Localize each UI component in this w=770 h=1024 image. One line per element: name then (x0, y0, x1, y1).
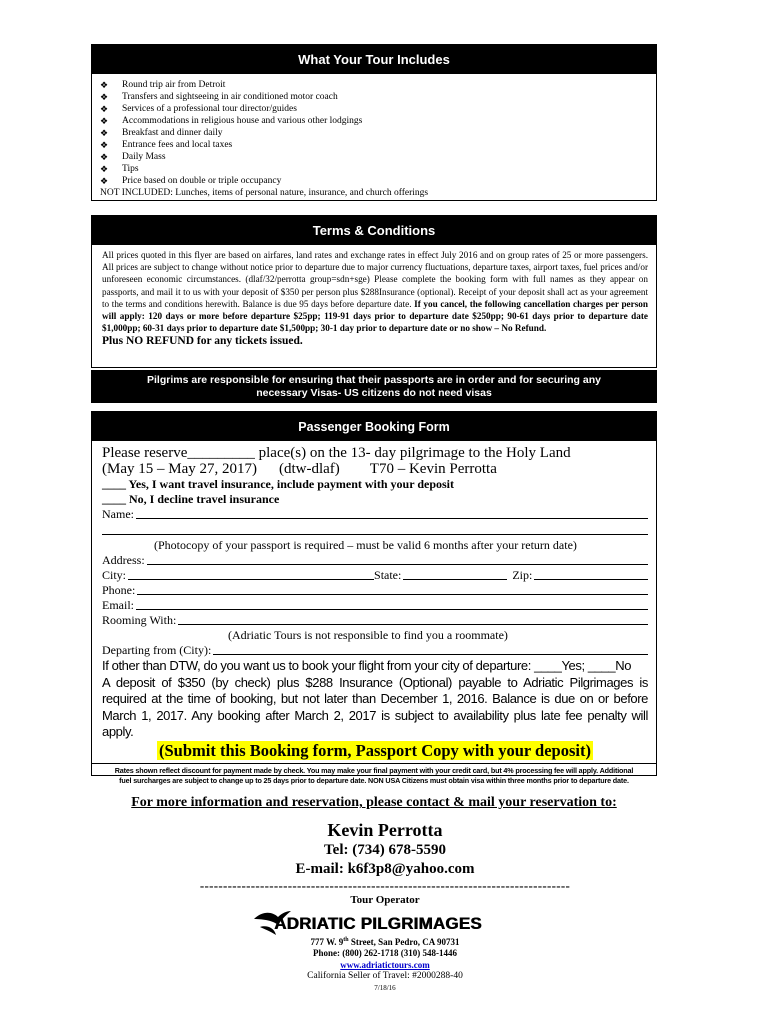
booking-title: Passenger Booking Form (92, 412, 656, 441)
submit-instruction: (Submit this Booking form, Passport Copy with your deposit) (159, 740, 591, 760)
operator-seller: California Seller of Travel: #2000288-40 (307, 971, 463, 981)
bullet-icon: ❖ (100, 92, 109, 102)
terms-body: All prices quoted in this flyer are based on airfares, land rates and exchange rates in effect July 2016 and on group rates of 25 or more passengers. All prices are subject to change without notice prior to departure due to major currency fluctuations, departure taxes, airport taxes, fuel prices and/or unforeseen economic circumstances. (dlaf/32/perrotta group=sdn+sge) Please complete the booking form with full names as they appear on passports, and mail it to us with your deposit of $350 per person plus $288Insurance (optional). Receipt of your deposit shall act as your agreement to the terms and conditions herewith. Balance is due 95 days before departure date. If you cancel, the following cancellation charges per person will apply: 120 days or more before departure $25pp; 119-91 days prior to departure date $250pp; 90-61 days prior to departure date $1,000pp; 60-31 days prior to departure date $1,500pp; 30-1 day prior to departure date or no show – No Refund. (102, 250, 648, 334)
city-state-zip-row[interactable]: City: State: Zip: (102, 568, 648, 583)
insurance-no-option[interactable]: ____ No, I decline travel insurance (102, 492, 280, 506)
roommate-note: (Adriatic Tours is not responsible to find you a roommate) (228, 628, 508, 642)
operator-label: Tour Operator (350, 894, 420, 906)
includes-title: What Your Tour Includes (92, 45, 656, 74)
contact-heading: For more information and reservation, please contact & mail your reservation to: (131, 795, 617, 810)
name-input-2[interactable] (102, 522, 648, 535)
bullet-icon: ❖ (100, 164, 109, 174)
list-item: ❖ Accommodations in religious house and various other lodgings (92, 115, 656, 127)
zip-input[interactable] (534, 568, 648, 580)
bullet-icon: ❖ (100, 128, 109, 138)
state-input[interactable] (403, 568, 507, 580)
operator-address: 777 W. 9th Street, San Pedro, CA 90731 (310, 937, 460, 947)
cancellation-policy: If you cancel, the following cancellation charges per person will apply: 120 days or more before departure $25pp; 119-91 days prior to departure date $250pp; 90-61 days prior to departure date $1,000pp; 60-31 days prior to departure date $1,500pp; 30-1 day prior to departure date or no show – No Refund. (102, 298, 648, 334)
phone-field[interactable]: Phone: (102, 583, 648, 598)
departing-input[interactable] (213, 643, 648, 655)
email-input[interactable] (136, 598, 648, 610)
contact-tel: Tel: (734) 678-5590 (324, 842, 446, 858)
list-item: ❖ Daily Mass (92, 151, 656, 163)
terms-section (91, 215, 657, 368)
bullet-icon: ❖ (100, 80, 109, 90)
contact-email[interactable]: E-mail: k6f3p8@yahoo.com (295, 861, 475, 877)
name-field-2[interactable] (102, 522, 648, 538)
tour-code: (dtw-dlaf) (278, 461, 340, 477)
list-item: ❖ Price based on double or triple occupancy (92, 175, 656, 187)
logo-text: ADRIATIC PILGRIMAGES (274, 914, 482, 933)
bullet-icon: ❖ (100, 104, 109, 114)
booking-form (91, 411, 657, 785)
list-item: ❖ Breakfast and dinner daily (92, 127, 656, 139)
name-input[interactable] (136, 507, 648, 519)
tour-dates-line (102, 461, 648, 477)
bullet-icon: ❖ (100, 176, 109, 186)
bullet-icon: ❖ (100, 140, 109, 150)
includes-list (92, 79, 656, 187)
list-item: ❖ Transfers and sightseeing in air conditioned motor coach (92, 91, 656, 103)
dtw-question[interactable]: If other than DTW, do you want us to book your flight from your city of departure: ____Yes; ____No (102, 658, 632, 673)
passport-notice: Pilgrims are responsible for ensuring that their passports are in order and for securing any necessary Visas- US citizens do not need visas (91, 370, 657, 403)
bullet-icon: ❖ (100, 116, 109, 126)
list-item: ❖ Entrance fees and local taxes (92, 139, 656, 151)
phone-input[interactable] (137, 583, 648, 595)
list-item: ❖ Round trip air from Detroit (92, 79, 656, 91)
bullet-icon: ❖ (100, 152, 109, 162)
rooming-input[interactable] (178, 613, 648, 625)
list-item: ❖ Services of a professional tour director/guides (92, 103, 656, 115)
not-included-text: NOT INCLUDED: Lunches, items of personal nature, insurance, and church offerings (100, 188, 429, 198)
name-field[interactable]: Name: (102, 507, 648, 522)
no-refund-text: Plus NO REFUND for any tickets issued. (102, 335, 303, 348)
departing-field[interactable]: Departing from (City): (102, 643, 648, 658)
reserve-line[interactable]: Please reserve_________ place(s) on the 13- day pilgrimage to the Holy Land (102, 445, 571, 461)
operator-phone: Phone: (800) 262-1718 (310) 548-1446 (313, 948, 457, 958)
document-date: 7/18/16 (374, 984, 396, 992)
tour-number: T70 – Kevin Perrotta (369, 461, 497, 477)
terms-title: Terms & Conditions (92, 216, 656, 245)
email-field[interactable]: Email: (102, 598, 648, 613)
tour-dates: (May 15 – May 27, 2017) (102, 461, 257, 477)
includes-section (91, 44, 657, 201)
rooming-field[interactable]: Rooming With: (102, 613, 648, 628)
list-item: ❖ Tips (92, 163, 656, 175)
city-input[interactable] (128, 568, 374, 580)
rates-note: Rates shown reflect discount for payment made by check. You may make your final payment with your credit card, but 4% processing fee will apply. Additional fuel surcharges are subject to change up to 25 days prior to departure date. NON USA Citizens must obtain visa within three months prior to departure date. (92, 763, 656, 786)
passport-note: (Photocopy of your passport is required – must be valid 6 months after your return date) (154, 538, 577, 552)
divider: -------------------------------------------------------------------------------- (199, 878, 571, 893)
contact-name: Kevin Perrotta (327, 820, 443, 840)
operator-logo (252, 906, 502, 940)
deposit-text: A deposit of $350 (by check) plus $288 Insurance (Optional) payable to Adriatic Pilgrimages is required at the time of booking, but not later than December 1, 2016. Balance is due on or before March 1, 2017. Any booking after March 2, 2017 is subject to availability plus late fee penalty will apply. (102, 674, 648, 739)
address-input[interactable] (147, 553, 648, 565)
insurance-yes-option[interactable]: ____ Yes, I want travel insurance, include payment with your deposit (102, 477, 455, 491)
operator-website[interactable]: www.adriatictours.com (340, 960, 430, 970)
booking-body (92, 441, 656, 762)
address-field[interactable]: Address: (102, 553, 648, 568)
